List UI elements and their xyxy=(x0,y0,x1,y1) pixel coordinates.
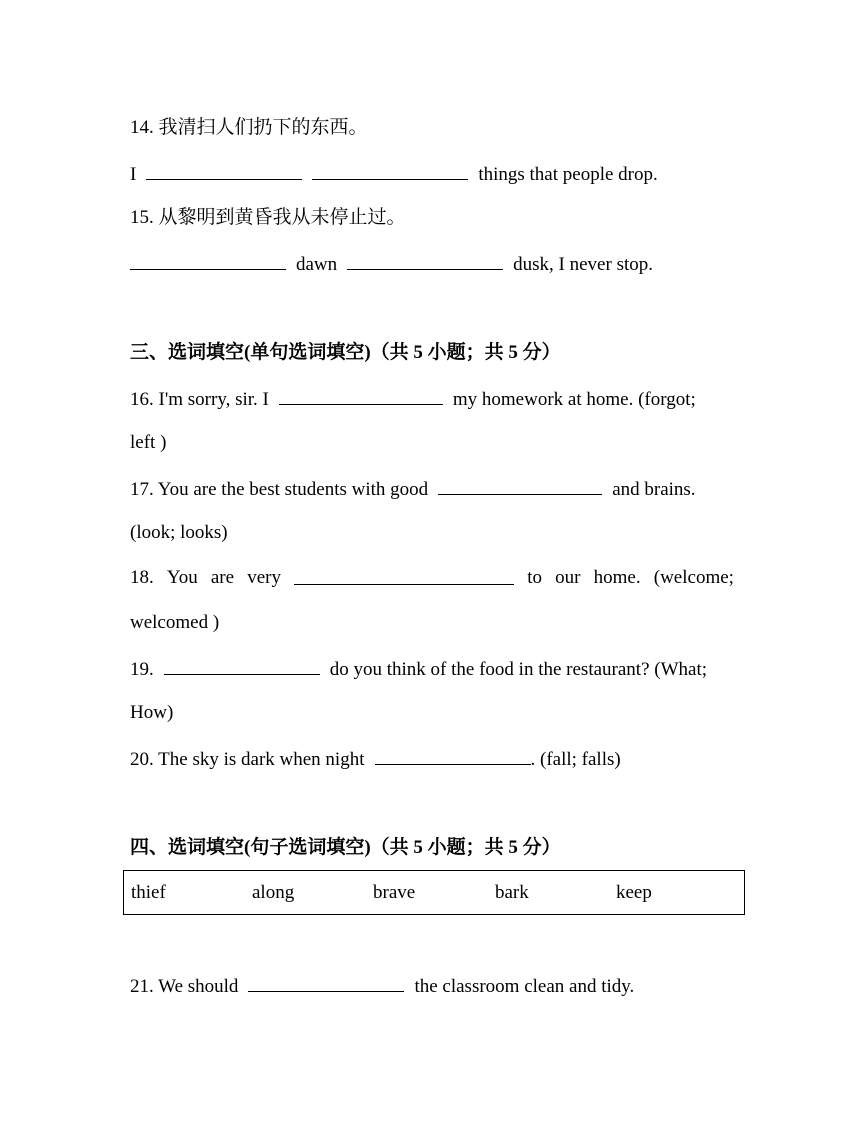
q16-continuation: left ) xyxy=(130,432,167,453)
q19-after: do you think of the food in the restaurant? (What; xyxy=(329,659,708,680)
q14-sentence xyxy=(130,161,658,187)
q20-sentence xyxy=(130,746,621,772)
q15-blank-1[interactable] xyxy=(130,251,286,270)
word-bank-item: keep xyxy=(616,882,652,903)
word-bank-item: thief xyxy=(131,882,166,903)
q18-word: are xyxy=(210,567,235,588)
q21-after: the classroom clean and tidy. xyxy=(414,976,635,997)
q17-before: 17. You are the best students with good xyxy=(130,479,429,500)
q19-sentence xyxy=(130,656,707,682)
q15-suffix: dusk, I never stop. xyxy=(513,254,653,275)
q19-continuation: How) xyxy=(130,702,174,723)
q21-sentence xyxy=(130,973,634,999)
q14-chinese: 14. 我清扫人们扔下的东西。 xyxy=(130,117,368,138)
q17-continuation: (look; looks) xyxy=(130,522,228,543)
q19-before: 19. xyxy=(130,659,154,680)
q17-after: and brains. xyxy=(612,479,696,500)
q15-mid: dawn xyxy=(296,254,338,275)
q16-before: 16. I'm sorry, sir. I xyxy=(130,389,269,410)
q18-sentence xyxy=(130,566,734,590)
q17-sentence xyxy=(130,476,696,502)
q14-suffix: things that people drop. xyxy=(478,164,658,185)
q18-word: 18. xyxy=(130,567,154,588)
q18-word: our xyxy=(555,567,581,588)
q20-before: 20. The sky is dark when night xyxy=(130,749,365,770)
q15-sentence xyxy=(130,251,653,277)
word-bank-box xyxy=(123,870,745,915)
q14-blank-1[interactable] xyxy=(146,161,302,180)
q17-blank[interactable] xyxy=(438,476,602,495)
q18-word: You xyxy=(166,567,198,588)
q21-blank[interactable] xyxy=(248,973,404,992)
word-bank-item: along xyxy=(252,882,295,903)
q20-blank[interactable] xyxy=(375,746,531,765)
q16-after: my homework at home. (forgot; xyxy=(452,389,696,410)
q14-prefix: I xyxy=(130,164,137,185)
q19-blank[interactable] xyxy=(164,656,320,675)
q15-chinese: 15. 从黎明到黄昏我从未停止过。 xyxy=(130,207,406,228)
q14-blank-2[interactable] xyxy=(312,161,468,180)
q18-word: very xyxy=(247,567,281,588)
q18-blank[interactable] xyxy=(294,566,514,585)
q18-word: (welcome; xyxy=(653,567,734,588)
section3-heading: 三、选词填空(单句选词填空)（共 5 小题；共 5 分） xyxy=(130,342,561,363)
q15-blank-2[interactable] xyxy=(347,251,503,270)
q18-word: home. xyxy=(593,567,641,588)
q16-sentence xyxy=(130,386,696,412)
q20-after: . (fall; falls) xyxy=(530,749,621,770)
word-bank-item: bark xyxy=(495,882,529,903)
q18-word: to xyxy=(527,567,543,588)
word-bank-item: brave xyxy=(373,882,416,903)
q18-continuation: welcomed ) xyxy=(130,612,220,633)
q21-before: 21. We should xyxy=(130,976,239,997)
q16-blank[interactable] xyxy=(279,386,443,405)
section4-heading: 四、选词填空(句子选词填空)（共 5 小题；共 5 分） xyxy=(130,837,561,858)
